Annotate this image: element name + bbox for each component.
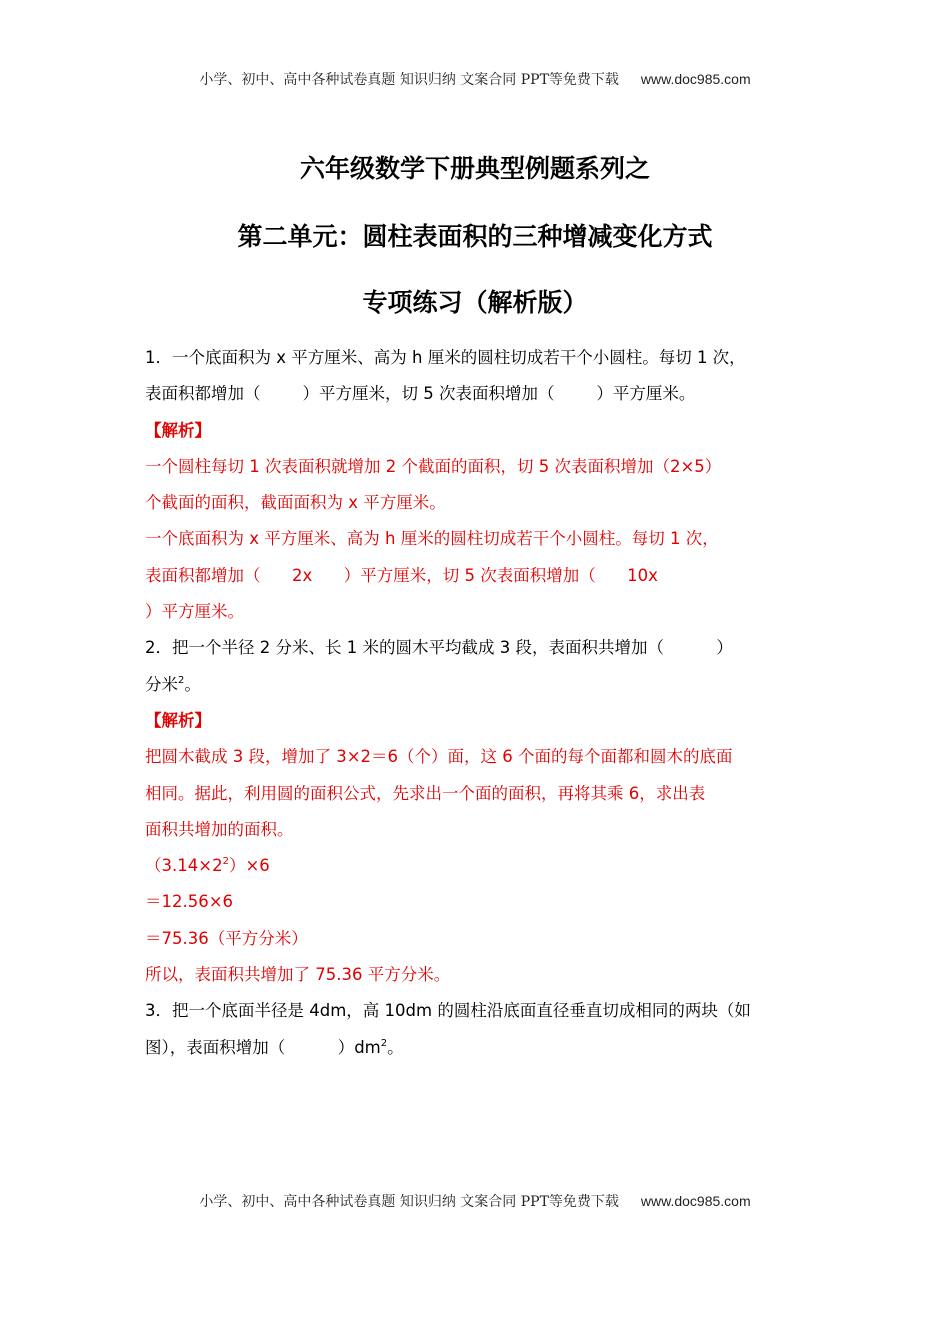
q2-line-end: 。 xyxy=(184,674,201,694)
q2-calc-exponent: 2 xyxy=(222,856,229,868)
footer-text: 小学、初中、高中各种试卷真题 知识归纳 文案合同 PPT等免费下载 xyxy=(199,1194,619,1210)
q1-analysis-line-2: 个截面的面积，截面面积为 x 平方厘米。 xyxy=(145,493,446,513)
header-site-link[interactable]: www.doc985.com xyxy=(640,71,751,87)
q2-analysis-line-3: 面积共增加的面积。 xyxy=(145,819,294,839)
page-footer xyxy=(0,1191,950,1211)
document-body xyxy=(145,340,810,1066)
q2-analysis-line-2: 相同。据此，利用圆的面积公式，先求出一个面的面积，再将其乘 6，求出表 xyxy=(145,783,706,803)
q1-analysis-line-3: 一个底面积为 x 平方厘米、高为 h 厘米的圆柱切成若干个小圆柱。每切 1 次， xyxy=(145,529,719,549)
q2-line-1: 2．把一个半径 2 分米、长 1 米的圆木平均截成 3 段，表面积共增加（ ） xyxy=(145,638,733,658)
q1-line-2: 表面积都增加（ ）平方厘米，切 5 次表面积增加（ ）平方厘米。 xyxy=(145,384,696,404)
q1-analysis-line-1: 一个圆柱每切 1 次表面积就增加 2 个截面的面积，切 5 次表面积增加（2×5） xyxy=(145,456,722,476)
q2-calc-line-2: ＝12.56×6 xyxy=(145,892,234,912)
q2-analysis-line-1: 把圆木截成 3 段，增加了 3×2＝6（个）面，这 6 个面的每个面都和圆木的底面 xyxy=(145,747,733,767)
q3-unit-exponent: 2 xyxy=(380,1037,388,1049)
title-unit: 第二单元：圆柱表面积的三种增减变化方式 xyxy=(237,222,713,251)
page-header xyxy=(0,69,950,89)
title-practice: 专项练习（解析版） xyxy=(362,288,588,317)
question-1 xyxy=(145,340,810,630)
q2-calc-pre: （3.14×2 xyxy=(145,856,223,876)
q1-line-1: 1．一个底面积为 x 平方厘米、高为 h 厘米的圆柱切成若干个小圆柱。每切 1 次， xyxy=(145,348,746,367)
question-2 xyxy=(145,630,810,993)
q2-unit: 分米 xyxy=(145,674,178,694)
q2-conclusion: 所以，表面积共增加了 75.36 平方分米。 xyxy=(145,965,451,985)
question-3 xyxy=(145,993,810,1066)
q2-calc-line-1 xyxy=(145,848,810,884)
q3-line-end: 。 xyxy=(387,1037,404,1057)
q2-calc-post: ）×6 xyxy=(228,856,270,876)
title-series: 六年级数学下册典型例题系列之 xyxy=(299,154,650,183)
q2-unit-exponent: 2 xyxy=(178,674,185,686)
q1-analysis-line-4: 表面积都增加（ 2x ）平方厘米，切 5 次表面积增加（ 10x xyxy=(145,565,658,585)
q2-line-2 xyxy=(145,667,810,703)
q1-analysis-line-5: ）平方厘米。 xyxy=(145,602,244,622)
q2-analysis-tag: 【解析】 xyxy=(145,710,211,730)
q2-calc-line-3: ＝75.36（平方分米） xyxy=(145,928,308,948)
q3-line-1: 3．把一个底面半径是 4dm，高 10dm 的圆柱沿底面直径垂直切成相同的两块（如 xyxy=(145,1001,751,1021)
q1-analysis-tag: 【解析】 xyxy=(145,420,211,440)
footer-site-link[interactable]: www.doc985.com xyxy=(640,1193,751,1209)
header-text: 小学、初中、高中各种试卷真题 知识归纳 文案合同 PPT等免费下载 xyxy=(199,72,619,88)
q3-line-2-text: 图），表面积增加（ ）dm xyxy=(145,1037,381,1057)
q3-line-2 xyxy=(145,1030,810,1066)
